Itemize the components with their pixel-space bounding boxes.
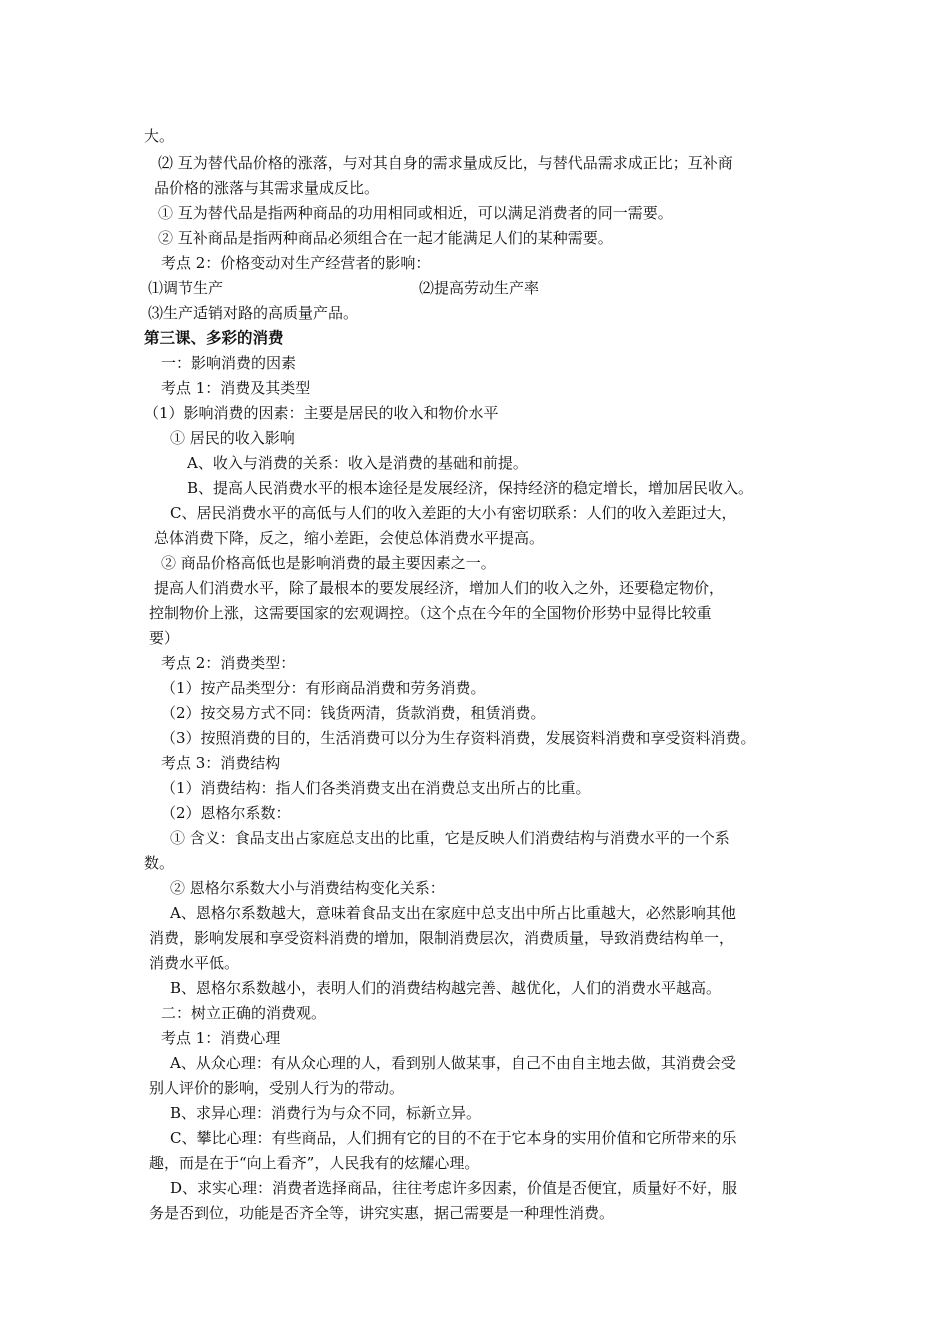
text-line: ⑵提高劳动生产率 bbox=[419, 279, 540, 297]
text-line: 提高人们消费水平，除了最根本的要发展经济，增加人们的收入之外，还要稳定物价， bbox=[154, 579, 725, 597]
text-line: 考点 2：价格变动对生产经营者的影响： bbox=[161, 254, 431, 272]
text-line: （1）消费结构：指人们各类消费支出在消费总支出所占的比重。 bbox=[161, 779, 591, 797]
text-line: A、收入与消费的关系：收入是消费的基础和前提。 bbox=[187, 454, 528, 472]
text-line: 品价格的涨落与其需求量成反比。 bbox=[154, 179, 380, 197]
text-line: C、居民消费水平的高低与人们的收入差距的大小有密切联系：人们的收入差距过大， bbox=[170, 504, 737, 522]
text-line: （3）按照消费的目的，生活消费可以分为生存资料消费，发展资料消费和享受资料消费。 bbox=[161, 729, 756, 747]
text-line: A、恩格尔系数越大，意味着食品支出在家庭中总支出中所占比重越大，必然影响其他 bbox=[170, 904, 736, 922]
text-line: C、攀比心理：有些商品，人们拥有它的目的不在于它本身的实用价值和它所带来的乐 bbox=[170, 1129, 737, 1147]
text-line: 控制物价上涨，这需要国家的宏观调控。（这个点在今年的全国物价形势中显得比较重 bbox=[149, 604, 712, 622]
text-line: 消费水平低。 bbox=[149, 954, 240, 972]
text-line: A、从众心理：有从众心理的人，看到别人做某事，自己不由自主地去做，其消费会受 bbox=[170, 1054, 736, 1072]
text-line: B、求异心理：消费行为与众不同，标新立异。 bbox=[170, 1104, 482, 1122]
text-line: 趣，而是在于“向上看齐”，人民我有的炫耀心理。 bbox=[149, 1154, 480, 1172]
text-line: 消费，影响发展和享受资料消费的增加，限制消费层次，消费质量，导致消费结构单一， bbox=[149, 929, 735, 947]
text-line: 一：影响消费的因素 bbox=[161, 354, 297, 372]
text-line: ① 含义：食品支出占家庭总支出的比重，它是反映人们消费结构与消费水平的一个系 bbox=[170, 829, 730, 847]
text-line: ② 互补商品是指两种商品必须组合在一起才能满足人们的某种需要。 bbox=[158, 229, 613, 247]
text-line: 数。 bbox=[144, 854, 175, 872]
text-line: B、恩格尔系数越小，表明人们的消费结构越完善、越优化，人们的消费水平越高。 bbox=[170, 979, 722, 997]
text-line: 务是否到位，功能是否齐全等，讲究实惠，据己需要是一种理性消费。 bbox=[149, 1204, 615, 1222]
text-line: 考点 2：消费类型： bbox=[161, 654, 296, 672]
text-line: 总体消费下降，反之，缩小差距，会使总体消费水平提高。 bbox=[154, 529, 545, 547]
section-heading: 第三课、多彩的消费 bbox=[144, 328, 284, 347]
text-line: D、求实心理：消费者选择商品，往往考虑许多因素，价值是否便宜，质量好不好，服 bbox=[170, 1179, 738, 1197]
text-line: ⑶生产适销对路的高质量产品。 bbox=[148, 304, 359, 322]
text-line: 二：树立正确的消费观。 bbox=[161, 1004, 327, 1022]
text-line: ② 商品价格高低也是影响消费的最主要因素之一。 bbox=[161, 554, 496, 572]
text-line: （2）按交易方式不同：钱货两清，货款消费，租赁消费。 bbox=[161, 704, 546, 722]
text-line: 考点 3：消费结构 bbox=[161, 754, 281, 772]
text-line: ① 居民的收入影响 bbox=[170, 429, 295, 447]
text-line: ⑵ 互为替代品价格的涨落，与对其自身的需求量成反比，与替代品需求成正比；互补商 bbox=[158, 154, 733, 172]
text-line: 要） bbox=[149, 629, 180, 647]
text-line: （2）恩格尔系数： bbox=[161, 804, 291, 822]
text-line: 大。 bbox=[144, 127, 175, 145]
text-line: 考点 1：消费及其类型 bbox=[161, 379, 311, 397]
text-line: （1）按产品类型分：有形商品消费和劳务消费。 bbox=[161, 679, 486, 697]
text-line: ① 互为替代品是指两种商品的功用相同或相近，可以满足消费者的同一需要。 bbox=[158, 204, 673, 222]
text-line: ② 恩格尔系数大小与消费结构变化关系： bbox=[170, 879, 445, 897]
text-line: 考点 1：消费心理 bbox=[161, 1029, 281, 1047]
text-line: B、提高人民消费水平的根本途径是发展经济，保持经济的稳定增长，增加居民收入。 bbox=[187, 479, 754, 497]
text-line: ⑴调节生产 bbox=[148, 279, 224, 297]
text-line: 别人评价的影响，受别人行为的带动。 bbox=[149, 1079, 405, 1097]
text-line: （1）影响消费的因素：主要是居民的收入和物价水平 bbox=[144, 404, 499, 422]
